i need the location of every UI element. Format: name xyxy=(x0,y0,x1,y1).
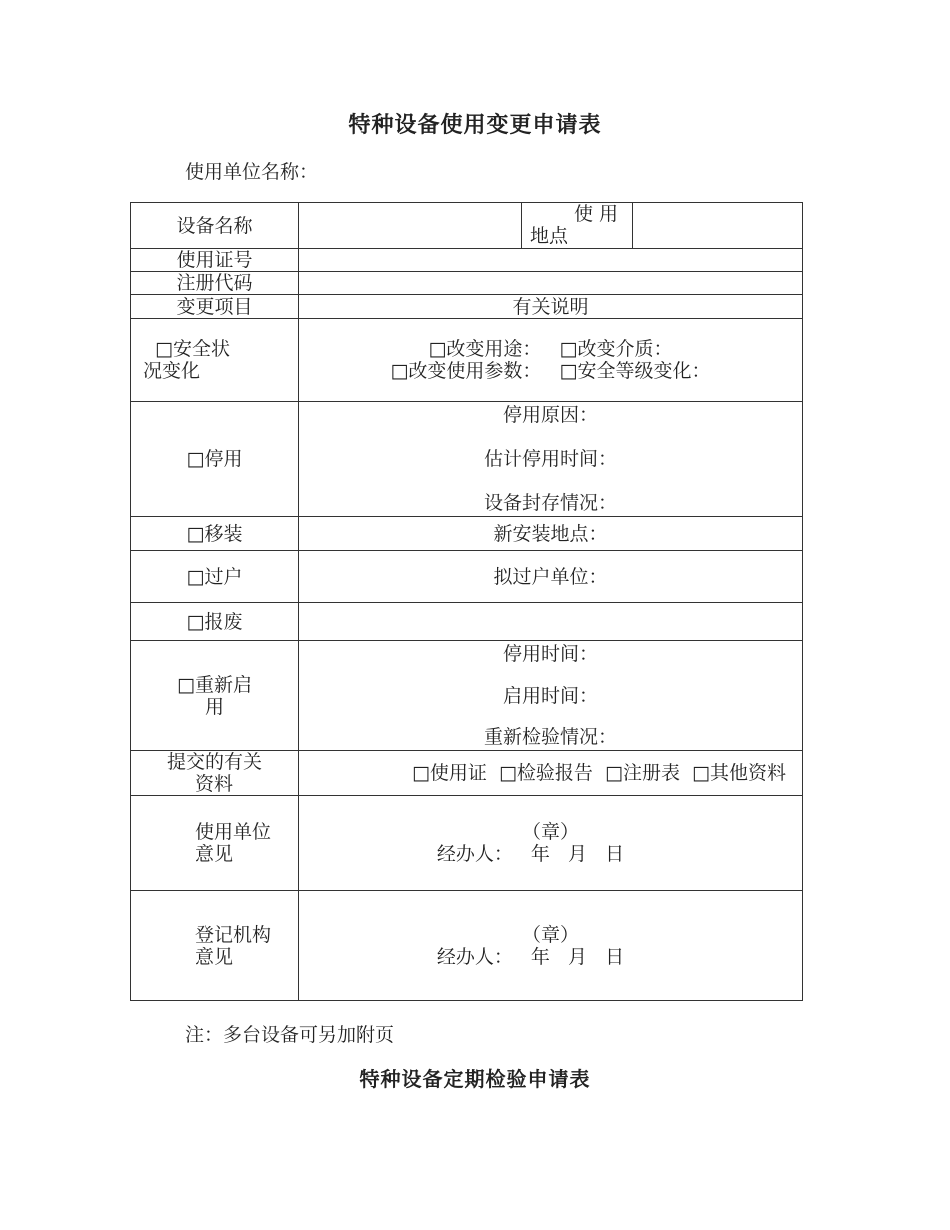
register-code-field[interactable] xyxy=(299,272,803,295)
submitted-docs-options[interactable]: □使用证 □检验报告 □注册表 □其他资料 xyxy=(299,751,803,796)
scrap-label[interactable]: □报废 xyxy=(131,603,299,641)
safety-change-options xyxy=(299,319,803,402)
estimated-stop-time: 估计停用时间： xyxy=(483,448,617,470)
equipment-sealing: 设备封存情况： xyxy=(483,492,617,514)
scrap-field[interactable] xyxy=(299,603,803,641)
footnote: 注：多台设备可另加附页 xyxy=(185,1024,395,1046)
form-title: 特种设备使用变更申请表 xyxy=(348,112,602,138)
registry-opinion[interactable] xyxy=(299,891,803,1001)
seal-mark: （章） xyxy=(521,821,579,843)
reinspection-status: 重新检验情况： xyxy=(483,726,617,748)
relocation-label[interactable]: □移装 xyxy=(131,517,299,551)
restart-details xyxy=(299,641,803,751)
use-location-label: 使 用 地点 xyxy=(521,203,633,248)
new-location: 新安装地点： xyxy=(299,517,803,551)
description-header: 有关说明 xyxy=(299,295,803,319)
stop-use-label[interactable]: □停用 xyxy=(131,402,299,517)
safety-option-line1[interactable]: □改变用途： □改变介质： xyxy=(428,338,673,360)
restart-time: 启用时间： xyxy=(502,684,598,707)
submitted-docs-label: 提交的有关 资料 xyxy=(131,751,299,796)
unit-name-label: 使用单位名称： xyxy=(185,161,319,183)
transfer-label[interactable]: □过户 xyxy=(131,551,299,603)
safety-change-label[interactable]: □安全状 况变化 xyxy=(131,319,299,402)
register-code-label: 注册代码 xyxy=(131,272,299,295)
cert-number-label: 使用证号 xyxy=(131,249,299,272)
registry-opinion-label: 登记机构 意见 xyxy=(131,891,299,1001)
user-unit-opinion-label: 使用单位 意见 xyxy=(131,796,299,891)
next-form-title: 特种设备定期检验申请表 xyxy=(359,1067,591,1091)
device-name-label: 设备名称 xyxy=(131,203,299,249)
handler-date: 经办人： 年 月 日 xyxy=(436,843,625,865)
cert-number-field[interactable] xyxy=(299,249,803,272)
stop-use-details xyxy=(299,402,803,517)
change-item-header: 变更项目 xyxy=(131,295,299,319)
stop-time: 停用时间： xyxy=(502,643,598,665)
seal-mark: （章） xyxy=(521,923,579,946)
stop-reason: 停用原因： xyxy=(502,404,598,426)
safety-option-line2[interactable]: □改变使用参数： □安全等级变化： xyxy=(390,360,711,382)
device-name-field[interactable] xyxy=(299,203,521,248)
user-unit-opinion[interactable] xyxy=(299,796,803,891)
change-application-table xyxy=(130,202,803,1001)
device-name-row xyxy=(299,203,803,249)
restart-label[interactable]: □重新启 用 xyxy=(131,641,299,751)
handler-date: 经办人： 年 月 日 xyxy=(436,945,625,968)
use-location-field[interactable] xyxy=(633,203,802,248)
transfer-unit: 拟过户单位： xyxy=(299,551,803,603)
